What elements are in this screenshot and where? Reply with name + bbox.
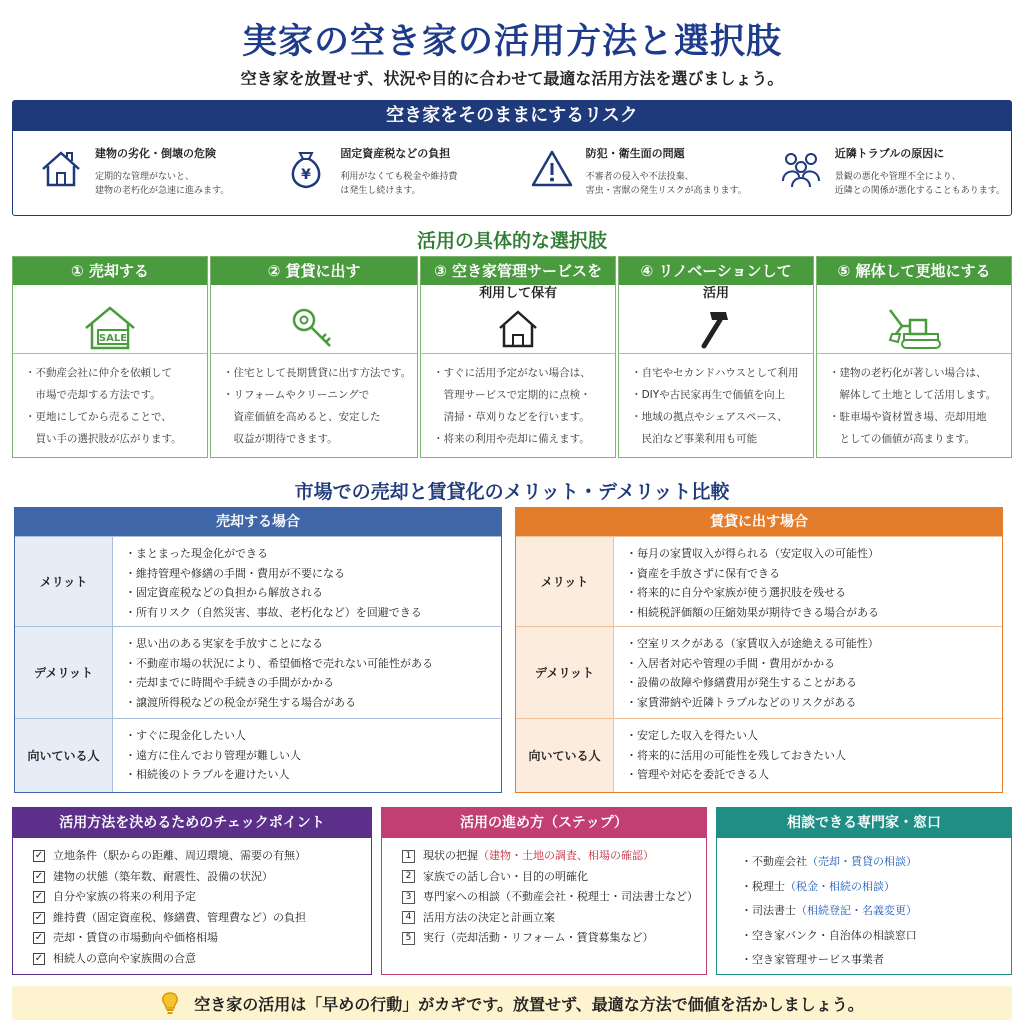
- row-item: ・将来的に活用の可能性を残しておきたい人: [626, 748, 846, 762]
- compare-sell-head: 売却する場合: [15, 508, 501, 536]
- option-card-manage: [420, 256, 616, 458]
- check-icon: ✓: [34, 850, 44, 862]
- row-item: ・資産を手放さずに保有できる: [626, 566, 780, 580]
- excavator-icon: [882, 304, 946, 352]
- option-line: 資産価値を高めると、安定した: [222, 411, 381, 423]
- option-line: ・リフォームやクリーニングで: [222, 389, 370, 401]
- bottom-banner: [12, 986, 1012, 1020]
- option-line: 買い手の選択肢が広がります。: [25, 433, 182, 445]
- row-item: ・売却までに時間や手続きの手間がかかる: [125, 676, 334, 689]
- risk-header: 空き家をそのままにするリスク: [13, 101, 1011, 131]
- row-label: 向いている人: [15, 719, 113, 792]
- option-sub: [211, 285, 417, 303]
- option-head: ② 賃貸に出す: [211, 257, 417, 285]
- option-line: ・更地にしてから売ることで、: [25, 411, 172, 423]
- page-title: 実家の空き家の活用方法と選択肢: [241, 22, 782, 62]
- option-sub: 利用して保有: [479, 286, 558, 301]
- option-line: ・DIYや古民家再生で価値を向上: [631, 389, 786, 401]
- risk-desc: 不審者の侵入や不法投棄、: [585, 172, 694, 182]
- risk-title: 防犯・衛生面の問題: [585, 147, 685, 160]
- row-label: メリット: [15, 537, 113, 626]
- risk-desc: 利用がなくても税金や維持費: [340, 172, 458, 182]
- option-card-renovation: [618, 256, 814, 458]
- row-item: ・すぐに現金化したい人: [125, 729, 246, 742]
- expert-item: ・空き家管理サービス事業者: [741, 953, 884, 966]
- compare-rent-head: 賃貸に出す場合: [516, 508, 1002, 536]
- check-icon: ✓: [34, 870, 44, 882]
- lightbulb-icon: [160, 991, 180, 1015]
- compare-title: 市場での売却と賃貸化のメリット・デメリット比較: [294, 481, 730, 503]
- check-icon: ✓: [34, 952, 44, 964]
- option-line: 管理サービスで定期的に点検・: [433, 389, 591, 401]
- option-line: 清掃・草刈りなどを行います。: [433, 411, 590, 423]
- row-item: ・入居者対応や管理の手間・費用がかかる: [626, 656, 835, 670]
- risk-item: [753, 131, 1011, 215]
- row-item: ・譲渡所得税などの税金が発生する場合がある: [125, 695, 356, 709]
- option-card-sell: [12, 256, 208, 458]
- row-item: ・家賃滞納や近隣トラブルなどのリスクがある: [626, 695, 857, 709]
- house-outline-icon: [488, 304, 548, 352]
- risk-title: 固定資産税などの負担: [340, 147, 451, 160]
- row-item: ・固定資産税などの負担から解放される: [125, 586, 323, 599]
- option-line: 解体して土地として活用します。: [829, 389, 997, 401]
- risk-title: 近隣トラブルの原因に: [834, 147, 945, 160]
- step-item: 5 実行（売却活動・リフォーム・賃貸募集など）: [402, 928, 706, 949]
- row-item: ・設備の故障や修繕費用が発生することがある: [626, 676, 857, 689]
- checklist-item: ✓ 立地条件（駅からの距離、周辺環境、需要の有無）: [34, 849, 306, 862]
- page-subtitle: 空き家を放置せず、状況や目的に合わせて最適な活用方法を選びましょう。: [240, 69, 784, 88]
- risk-desc: 定期的な管理がないと、: [95, 172, 195, 182]
- row-label: 向いている人: [516, 719, 614, 792]
- risk-desc: 景観の悪化や管理不全により、: [834, 172, 961, 182]
- risk-item: [13, 131, 258, 215]
- option-line: 民泊など事業利用も可能: [631, 433, 758, 445]
- compare-sell-table: [14, 507, 502, 793]
- option-line: ・自宅やセカンドハウスとして利用: [631, 367, 799, 379]
- checklist-item: ✓ 売却・賃貸の市場動向や価格相場: [34, 931, 218, 944]
- check-icon: ✓: [34, 891, 44, 903]
- risk-desc: は発生し続けます。: [340, 186, 421, 196]
- row-item: ・まとまった現金化ができる: [125, 547, 268, 560]
- option-line: ・すぐに活用予定がない場合は、: [433, 367, 591, 379]
- risk-section: [12, 100, 1012, 216]
- option-card-rent: [210, 256, 418, 458]
- expert-item: ・不動産会社 （売却・賃貸の相談）: [741, 855, 917, 868]
- row-item: ・遠方に住んでおり管理が難しい人: [125, 748, 301, 762]
- risk-title: 建物の劣化・倒壊の危険: [95, 147, 216, 160]
- option-head: ⑤ 解体して更地にする: [817, 257, 1011, 285]
- checklist-item: ✓ 自分や家族の将来の利用予定: [34, 890, 196, 903]
- risk-desc: 建物の老朽化が急速に進みます。: [95, 186, 230, 196]
- row-item: ・将来的に自分や家族が使う選択肢を残せる: [626, 586, 846, 599]
- compare-rent-table: [515, 507, 1003, 793]
- step-item: 4 活用方法の決定と計画立案: [402, 908, 706, 929]
- option-line: 市場で売却する方法です。: [25, 389, 161, 401]
- money-bag-icon: [284, 147, 328, 191]
- row-item: ・空室リスクがある（家賃収入が途絶える可能性）: [626, 637, 879, 650]
- option-line: ・地域の拠点やシェアスペース、: [631, 411, 788, 423]
- row-item: ・毎月の家賃収入が得られる（安定収入の可能性）: [626, 547, 879, 560]
- risk-item: [258, 131, 503, 215]
- row-label: メリット: [516, 537, 614, 626]
- row-label: デメリット: [15, 627, 113, 718]
- option-line: としての価値が高まります。: [829, 433, 976, 445]
- option-line: ・住宅として長期賃貸に出す方法です。: [222, 367, 412, 379]
- option-line: ・駐車場や資材置き場、売却用地: [829, 411, 987, 423]
- row-item: ・維持管理や修繕の手間・費用が不要になる: [125, 566, 345, 580]
- checkpoint-box: [12, 807, 372, 975]
- option-sub: [817, 285, 1011, 303]
- check-icon: ✓: [34, 932, 44, 944]
- key-icon: [284, 304, 344, 352]
- check-icon: ✓: [34, 911, 44, 923]
- experts-box: [716, 807, 1012, 975]
- checklist-item: ✓ 維持費（固定資産税、修繕費、管理費など）の負担: [34, 910, 306, 924]
- checklist-item: ✓ 建物の状態（築年数、耐震性、設備の状況）: [34, 869, 273, 883]
- option-line: ・不動産会社に仲介を依頼して: [25, 367, 172, 379]
- steps-box: [381, 807, 707, 975]
- row-item: ・安定した収入を得たい人: [626, 729, 758, 742]
- checkpoint-head: 活用方法を決めるためのチェックポイント: [13, 808, 371, 838]
- house-icon: [39, 147, 83, 191]
- row-item: ・相続税評価額の圧縮効果が期待できる場合がある: [626, 605, 879, 619]
- people-icon: [779, 147, 823, 191]
- step-item: 3 専門家への相談（不動産会社・税理士・司法書士など）: [402, 887, 706, 908]
- risk-desc: 近隣との関係が悪化することもあります。: [834, 186, 1006, 196]
- option-head: ① 売却する: [13, 257, 207, 285]
- option-sub: [13, 285, 207, 303]
- row-item: ・所有リスク（自然災害、事故、老朽化など）を回避できる: [125, 605, 422, 619]
- house-sale-icon: [80, 304, 140, 352]
- option-sub: 活用: [703, 286, 730, 301]
- hammer-icon: [686, 304, 746, 352]
- banner-text: 空き家の活用は「早めの行動」がカギです。放置せず、最適な方法で価値を活かしましょう。: [194, 994, 864, 1014]
- svg-text:SALE: SALE: [98, 333, 128, 344]
- checklist-item: ✓ 相続人の意向や家族間の合意: [34, 951, 196, 965]
- svg-text:¥: ¥: [301, 167, 312, 183]
- warning-icon: [530, 147, 574, 191]
- row-item: ・不動産市場の状況により、希望価格で売れない可能性がある: [125, 656, 433, 670]
- options-section: [12, 256, 1012, 458]
- row-label: デメリット: [516, 627, 614, 718]
- risk-desc: 害虫・害獣の発生リスクが高まります。: [585, 186, 747, 196]
- risk-item: [504, 131, 753, 215]
- options-title: 活用の具体的な選択肢: [416, 230, 607, 252]
- experts-head: 相談できる専門家・窓口: [717, 808, 1011, 838]
- row-item: ・相続後のトラブルを避けたい人: [125, 768, 290, 781]
- option-head: ④ リノベーションして: [619, 257, 813, 285]
- option-card-demolish: [816, 256, 1012, 458]
- expert-item: ・司法書士 （相続登記・名義変更）: [741, 904, 917, 917]
- step-item: 2 家族での話し合い・目的の明確化: [402, 867, 706, 888]
- row-item: ・管理や対応を委託できる人: [626, 768, 769, 781]
- expert-item: ・税理士 （税金・相続の相談）: [741, 879, 895, 893]
- expert-item: ・空き家バンク・自治体の相談窓口: [741, 928, 917, 942]
- option-line: 収益が期待できます。: [222, 433, 338, 445]
- row-item: ・思い出のある実家を手放すことになる: [125, 637, 323, 650]
- option-head: ③ 空き家管理サービスを: [421, 257, 615, 285]
- option-line: ・将来の利用や売却に備えます。: [433, 433, 590, 445]
- steps-head: 活用の進め方（ステップ）: [382, 808, 706, 838]
- step-item: 1 現状の把握 （建物・土地の調査、相場の確認）: [402, 846, 706, 867]
- option-line: ・建物の老朽化が著しい場合は、: [829, 367, 987, 379]
